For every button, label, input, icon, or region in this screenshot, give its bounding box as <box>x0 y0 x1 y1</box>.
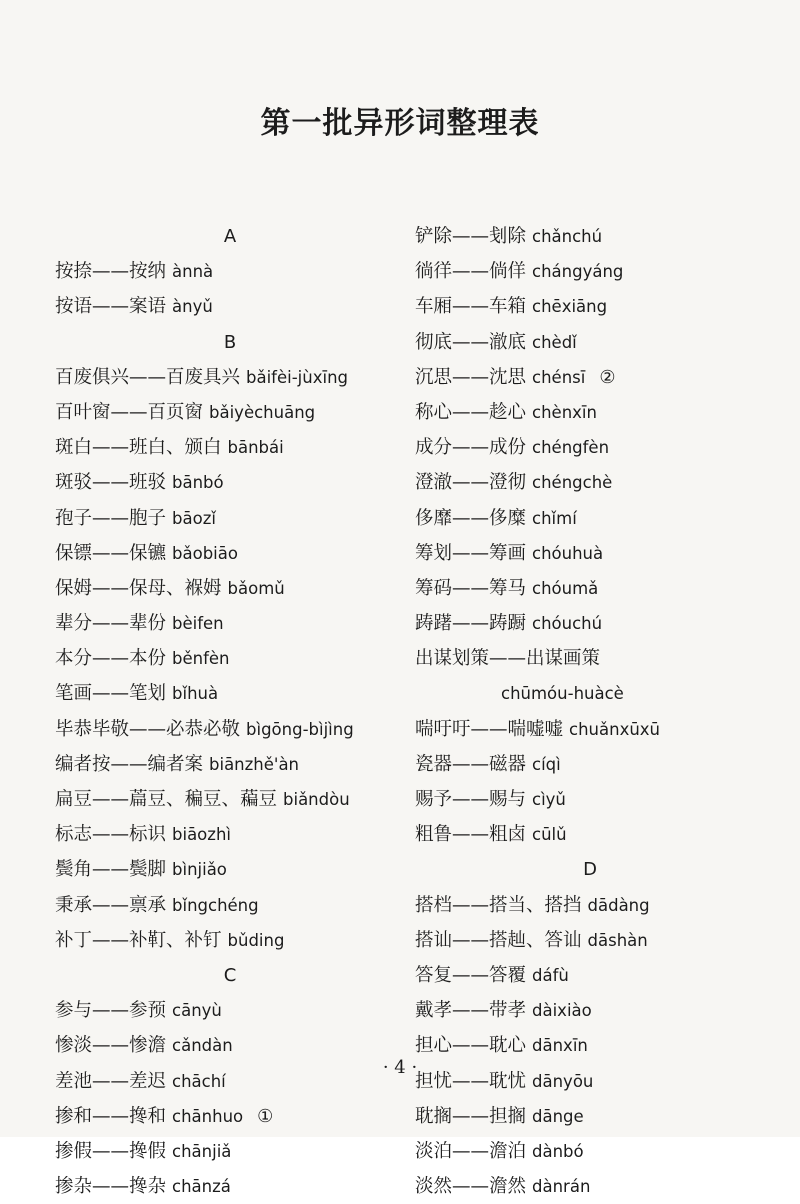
entry-pinyin: chūmóu-huàcè <box>501 684 624 704</box>
entry-word: 孢子——胞子 <box>55 507 167 529</box>
entry-pinyin: chénsī <box>532 367 586 387</box>
entry-word: 耽搁——担搁 <box>415 1105 527 1127</box>
entry-pinyin: chēxiāng <box>532 297 608 317</box>
entry-pinyin: bǐhuà <box>172 684 219 704</box>
entry-row <box>415 219 765 254</box>
entry-word: 筹划——筹画 <box>415 542 527 564</box>
entry-pinyin: dādàng <box>587 895 650 915</box>
entry-pinyin: chānjiǎ <box>172 1141 232 1161</box>
entry-row <box>55 923 405 958</box>
entry-pinyin: dàixiào <box>532 1001 592 1021</box>
entry-pinyin: chāchí <box>172 1071 226 1091</box>
entry-row <box>415 958 765 993</box>
entry-row <box>415 536 765 571</box>
entry-pinyin: biāozhì <box>172 825 231 845</box>
entry-pinyin: bǎifèi-jùxīng <box>246 367 349 387</box>
entry-row <box>55 606 405 641</box>
entry-pinyin: dānyōu <box>532 1071 594 1091</box>
entry-pinyin-continuation <box>415 676 765 711</box>
entry-pinyin: bìnjiǎo <box>172 860 227 880</box>
entry-row <box>55 395 405 430</box>
entry-word: 车厢——车箱 <box>415 296 527 318</box>
entry-row <box>55 888 405 923</box>
entry-word: 筹码——筹马 <box>415 577 527 599</box>
entry-word: 徜徉——倘佯 <box>415 261 527 283</box>
entry-row <box>55 1134 405 1169</box>
entry-word: 掺杂——搀杂 <box>55 1176 167 1198</box>
entry-pinyin: bǔding <box>227 930 285 950</box>
entry-pinyin: chéngchè <box>532 473 613 493</box>
entry-word: 差池——差迟 <box>55 1070 167 1092</box>
entry-word: 侈靡——侈糜 <box>415 507 527 529</box>
entry-pinyin: chānzá <box>172 1177 231 1197</box>
entry-word: 淡泊——澹泊 <box>415 1140 527 1162</box>
entry-word: 笔画——笔划 <box>55 683 167 705</box>
entry-word: 喘吁吁——喘嘘嘘 <box>415 718 564 740</box>
entry-pinyin: dānge <box>532 1106 584 1126</box>
entry-word: 赐予——赐与 <box>415 789 527 810</box>
section-letter: C <box>223 964 237 986</box>
entry-pinyin: chènxīn <box>532 402 597 422</box>
entry-pinyin: chānhuo <box>172 1106 244 1126</box>
entry-row <box>55 360 405 395</box>
entry-row <box>415 993 765 1028</box>
entry-row <box>415 641 765 676</box>
entry-word: 编者按——编者案 <box>55 753 204 775</box>
entry-word: 瓷器——磁器 <box>415 753 527 775</box>
entry-row <box>415 430 765 465</box>
entry-pinyin: chángyáng <box>532 262 624 282</box>
entry-word: 搭档——搭当、搭挡 <box>415 894 582 916</box>
entry-row <box>415 606 765 641</box>
entry-row <box>55 1169 405 1204</box>
entry-pinyin: bǎomǔ <box>227 578 285 598</box>
page-title: 第一批异形词整理表 <box>260 106 540 141</box>
entry-word: 本分——本份 <box>55 648 167 670</box>
entry-pinyin: ànnà <box>172 262 214 282</box>
entry-row <box>415 571 765 606</box>
entry-word: 斑驳——班驳 <box>55 472 167 494</box>
entry-row <box>415 782 765 817</box>
entry-row <box>415 888 765 923</box>
entry-row <box>55 782 405 817</box>
entry-word: 斑白——班白、颁白 <box>55 437 222 459</box>
section-letter: B <box>223 331 237 353</box>
entry-pinyin: chóuchú <box>532 614 603 634</box>
entry-word: 澄澈——澄彻 <box>415 472 527 494</box>
entry-row <box>415 395 765 430</box>
entry-pinyin: bānbó <box>172 473 224 493</box>
entry-pinyin: cūlǔ <box>532 825 567 845</box>
entry-row <box>415 923 765 958</box>
entry-word: 掺和——搀和 <box>55 1105 167 1127</box>
section-letter: D <box>583 859 597 881</box>
entry-word: 保姆——保母、褓姆 <box>55 577 222 599</box>
entry-pinyin: dànrán <box>532 1177 591 1197</box>
entry-word: 扁豆——萹豆、稨豆、藊豆 <box>55 789 278 810</box>
entry-word: 掺假——搀假 <box>55 1140 167 1162</box>
entry-row <box>55 571 405 606</box>
entry-pinyin: chǎnchú <box>532 227 603 246</box>
entry-word: 淡然——澹然 <box>415 1176 527 1198</box>
entry-word: 按捺——按纳 <box>55 261 167 283</box>
entry-row <box>55 289 405 324</box>
entry-row <box>415 712 765 747</box>
page-number: · 4 · <box>382 1057 418 1078</box>
entry-pinyin: bǎobiāo <box>172 543 238 563</box>
entry-pinyin: chóumǎ <box>532 578 599 598</box>
entry-pinyin: biǎndòu <box>283 790 350 809</box>
entry-word: 标志——标识 <box>55 824 167 846</box>
entry-word: 沉思——沈思 <box>415 366 527 388</box>
entry-row <box>55 852 405 887</box>
entry-pinyin: biānzhě'àn <box>209 754 300 774</box>
entry-row <box>55 501 405 536</box>
entry-row <box>415 325 765 360</box>
entry-pinyin: bǎiyèchuāng <box>209 402 316 422</box>
entry-word: 担心——耽心 <box>415 1035 527 1057</box>
entry-word: 百叶窗——百页窗 <box>55 401 204 423</box>
entry-row <box>55 465 405 500</box>
entry-word: 出谋划策——出谋画策 <box>415 648 601 670</box>
entry-row <box>415 254 765 289</box>
entry-word: 搭讪——搭赸、答讪 <box>415 929 582 951</box>
entry-pinyin: dānxīn <box>532 1036 588 1056</box>
entry-pinyin: běnfèn <box>172 649 230 669</box>
entry-word: 粗鲁——粗卤 <box>415 824 527 846</box>
entry-pinyin: cǎndàn <box>172 1036 233 1056</box>
entry-row <box>415 289 765 324</box>
entry-row <box>415 1134 765 1169</box>
entry-pinyin: cānyù <box>172 1001 222 1021</box>
entry-word: 戴孝——带孝 <box>415 1000 527 1022</box>
entry-row <box>55 747 405 782</box>
entry-row <box>415 817 765 852</box>
entry-word: 彻底——澈底 <box>415 331 527 353</box>
entry-word: 秉承——禀承 <box>55 894 167 916</box>
entry-word: 惨淡——惨澹 <box>55 1035 167 1057</box>
entry-word: 铲除——刬除 <box>415 226 527 247</box>
entry-pinyin: cìyǔ <box>532 790 566 809</box>
entry-row <box>55 712 405 747</box>
entry-row <box>55 1099 405 1134</box>
entry-word: 参与——参预 <box>55 1000 167 1022</box>
entry-word: 鬓角——鬓脚 <box>55 859 167 881</box>
entry-pinyin: chóuhuà <box>532 543 604 563</box>
entry-pinyin: bāozǐ <box>172 508 216 528</box>
entry-row <box>415 465 765 500</box>
entry-word: 成分——成份 <box>415 437 527 459</box>
entry-pinyin: chǐmí <box>532 508 577 528</box>
entry-word: 百废俱兴——百废具兴 <box>55 366 241 388</box>
entry-pinyin: bānbái <box>227 438 284 458</box>
entry-pinyin: bǐngchéng <box>172 895 259 915</box>
entry-row <box>55 993 405 1028</box>
footnote-marker: ① <box>257 1105 274 1127</box>
entry-word: 称心——趁心 <box>415 401 527 423</box>
entry-pinyin: dànbó <box>532 1141 584 1161</box>
entry-row <box>55 254 405 289</box>
entry-pinyin: ànyǔ <box>172 297 213 317</box>
entry-pinyin: cíqì <box>532 754 561 774</box>
entry-row <box>415 1169 765 1204</box>
entry-word: 辈分——辈份 <box>55 613 167 635</box>
entry-row <box>55 430 405 465</box>
entry-pinyin: bèifen <box>172 614 224 634</box>
footnote-marker: ② <box>599 366 616 388</box>
entry-row <box>415 1099 765 1134</box>
entry-pinyin: bìgōng-bìjìng <box>246 719 354 739</box>
entry-word: 答复——答覆 <box>415 964 527 986</box>
entry-word: 毕恭毕敬——必恭必敬 <box>55 718 241 740</box>
entry-row <box>415 501 765 536</box>
entry-word: 担忧——耽忧 <box>415 1070 527 1092</box>
entry-pinyin: dáfù <box>532 965 569 985</box>
entry-word: 保镖——保镳 <box>55 542 167 564</box>
entry-word: 补丁——补靪、补钉 <box>55 929 222 951</box>
entry-pinyin: chéngfèn <box>532 438 610 458</box>
entry-row <box>55 676 405 711</box>
entry-row <box>55 641 405 676</box>
entry-pinyin: dāshàn <box>587 930 648 950</box>
entry-pinyin: chuǎnxūxū <box>569 719 661 739</box>
entry-row <box>415 360 765 395</box>
entry-row <box>415 747 765 782</box>
entry-row <box>55 536 405 571</box>
entry-word: 按语——案语 <box>55 296 167 318</box>
entry-pinyin: chèdǐ <box>532 332 577 352</box>
entry-word: 踌躇——踌蹰 <box>415 613 527 635</box>
entry-row <box>55 817 405 852</box>
section-letter: A <box>223 226 237 247</box>
